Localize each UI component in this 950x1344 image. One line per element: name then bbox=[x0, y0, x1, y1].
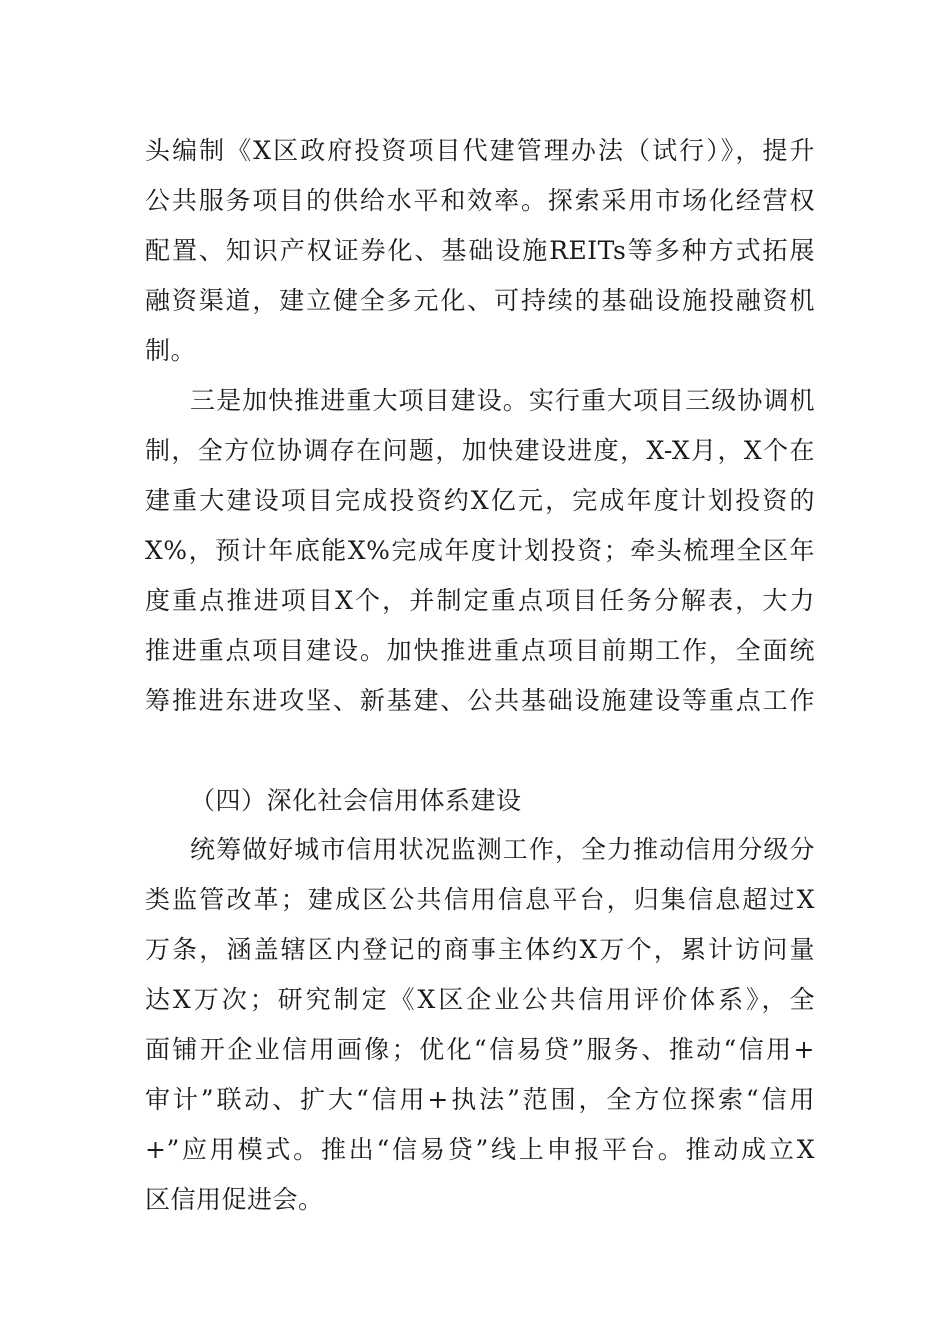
paragraph-line: 区信用促进会。 bbox=[145, 1185, 324, 1214]
paragraph-line: 面铺开企业信用画像；优化“信易贷”服务、推动“信用+ bbox=[145, 1035, 815, 1064]
paragraph-line: X%，预计年底能X%完成年度计划投资；牵头梳理全区年 bbox=[145, 536, 815, 565]
paragraph-line: 三是加快推进重大项目建设。实行重大项目三级协调机 bbox=[190, 386, 815, 415]
paragraph-line: 融资渠道，建立健全多元化、可持续的基础设施投融资机 bbox=[145, 286, 815, 315]
paragraph-line: +”应用模式。推出“信易贷”线上申报平台。推动成立X bbox=[145, 1135, 815, 1164]
paragraph-line: 万条，涵盖辖区内登记的商事主体约X万个，累计访问量 bbox=[145, 935, 815, 964]
section-heading: （四）深化社会信用体系建设 bbox=[190, 786, 522, 815]
paragraph-line: 度重点推进项目X个，并制定重点项目任务分解表，大力 bbox=[145, 586, 815, 615]
paragraph-line: 建重大建设项目完成投资约X亿元，完成年度计划投资的 bbox=[145, 486, 815, 515]
paragraph-line: 推进重点项目建设。加快推进重点项目前期工作，全面统 bbox=[145, 636, 815, 665]
paragraph-line: 制，全方位协调存在问题，加快建设进度，X-X月，X个在 bbox=[145, 436, 815, 465]
paragraph-line: 类监管改革；建成区公共信用信息平台，归集信息超过X bbox=[145, 885, 815, 914]
paragraph-line: 头编制《X区政府投资项目代建管理办法（试行）》，提升 bbox=[145, 136, 815, 165]
paragraph-line: 筹推进东进攻坚、新基建、公共基础设施建设等重点工作 bbox=[145, 686, 815, 715]
paragraph-line: 达X万次；研究制定《X区企业公共信用评价体系》，全 bbox=[145, 985, 815, 1014]
paragraph-line: 配置、知识产权证券化、基础设施REITs等多种方式拓展 bbox=[145, 236, 815, 265]
paragraph-line: 公共服务项目的供给水平和效率。探索采用市场化经营权 bbox=[145, 186, 815, 215]
paragraph-line: 统筹做好城市信用状况监测工作，全力推动信用分级分 bbox=[190, 835, 815, 864]
paragraph-line: 审计”联动、扩大“信用+执法”范围，全方位探索“信用 bbox=[145, 1085, 815, 1114]
paragraph-line: 制。 bbox=[145, 336, 197, 365]
